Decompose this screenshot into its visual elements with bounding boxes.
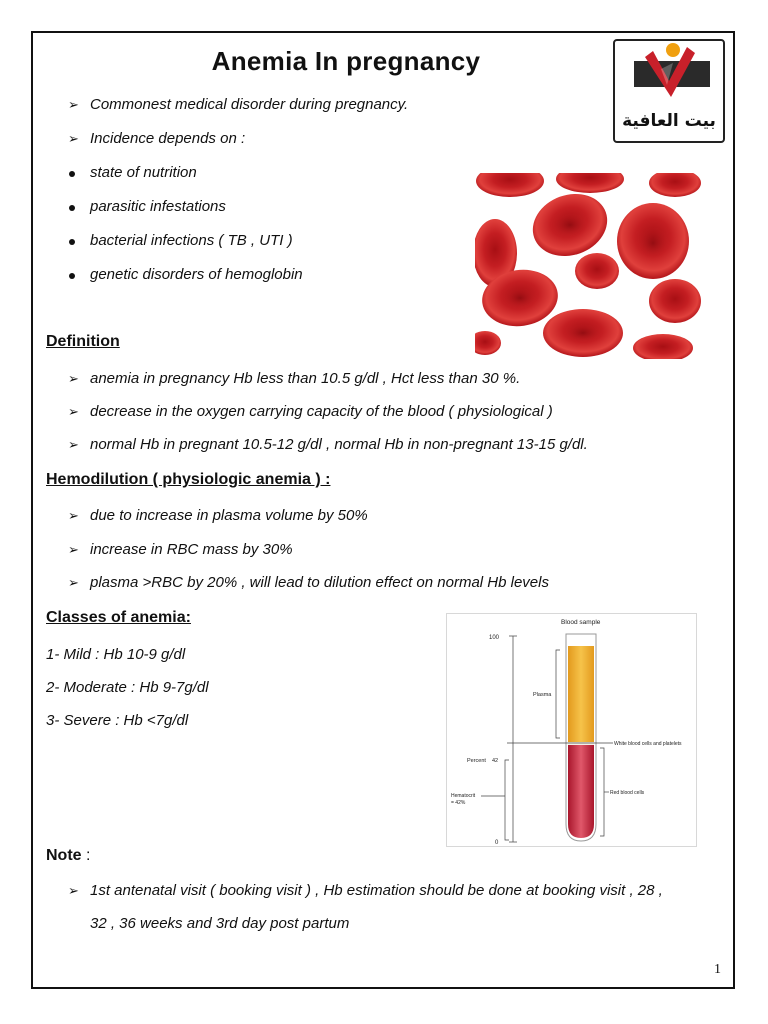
arrow-bullet-icon: ➢ (68, 542, 79, 557)
svg-text:= 42%: = 42% (451, 800, 466, 806)
svg-text:Red blood cells: Red blood cells (610, 790, 645, 796)
class-item: 2- Moderate : Hb 9-7g/dl (46, 679, 209, 696)
definition-heading: Definition (46, 333, 120, 350)
logo-mark-icon (615, 41, 723, 111)
incidence-item: genetic disorders of hemoglobin (90, 266, 303, 283)
note-label: Note : (46, 847, 91, 864)
svg-text:Hematocrit: Hematocrit (451, 793, 476, 799)
svg-text:42: 42 (492, 758, 499, 764)
svg-text:Plasma: Plasma (533, 692, 552, 698)
arrow-bullet-icon: ➢ (68, 508, 79, 523)
hemodilution-item: due to increase in plasma volume by 50% (90, 507, 368, 524)
svg-text:100: 100 (489, 635, 500, 641)
arrow-bullet-icon: ➢ (68, 131, 79, 146)
red-blood-cells-image (475, 173, 705, 359)
logo (613, 39, 725, 143)
svg-text:0: 0 (495, 840, 499, 846)
hemodilution-item: increase in RBC mass by 30% (90, 541, 293, 558)
intro-line: Commonest medical disorder during pregnancy. (90, 96, 409, 113)
definition-item: decrease in the oxygen carrying capacity of the blood ( physiological ) (90, 403, 553, 420)
hemodilution-heading: Hemodilution ( physiologic anemia ) : (46, 471, 331, 488)
blood-sample-figure (446, 613, 697, 847)
logo-text: بيت العافية (622, 111, 716, 131)
arrow-bullet-icon: ➢ (68, 575, 79, 590)
bullet-icon (69, 239, 75, 245)
intro-line: Incidence depends on : (90, 130, 246, 147)
page-number: 1 (714, 962, 721, 977)
svg-text:Percent: Percent (467, 758, 486, 764)
figure-title: Blood sample (561, 619, 601, 626)
definition-item: normal Hb in pregnant 10.5-12 g/dl , normal Hb in non-pregnant 13-15 g/dl. (90, 436, 588, 453)
bullet-icon (69, 205, 75, 211)
definition-item: anemia in pregnancy Hb less than 10.5 g/dl , Hct less than 30 %. (90, 370, 521, 387)
incidence-item: state of nutrition (90, 164, 197, 181)
classes-heading: Classes of anemia: (46, 609, 191, 626)
arrow-bullet-icon: ➢ (68, 97, 79, 112)
incidence-item: parasitic infestations (90, 198, 226, 215)
class-item: 1- Mild : Hb 10-9 g/dl (46, 646, 186, 663)
arrow-bullet-icon: ➢ (68, 371, 79, 386)
arrow-bullet-icon: ➢ (68, 404, 79, 419)
page-title: Anemia In pregnancy (211, 46, 481, 76)
arrow-bullet-icon: ➢ (68, 437, 79, 452)
bullet-icon (69, 273, 75, 279)
hemodilution-item: plasma >RBC by 20% , will lead to dilution effect on normal Hb levels (90, 574, 549, 591)
arrow-bullet-icon: ➢ (68, 883, 79, 898)
svg-text:White blood cells and platelet: White blood cells and platelets (614, 741, 682, 747)
class-item: 3- Severe : Hb <7g/dl (46, 712, 189, 729)
note-line: 1st antenatal visit ( booking visit ) , Hb estimation should be done at booking visit , 28 , (90, 882, 663, 899)
note-line: 32 , 36 weeks and 3rd day post partum (90, 915, 350, 932)
incidence-item: bacterial infections ( TB , UTI ) (90, 232, 293, 249)
bullet-icon (69, 171, 75, 177)
